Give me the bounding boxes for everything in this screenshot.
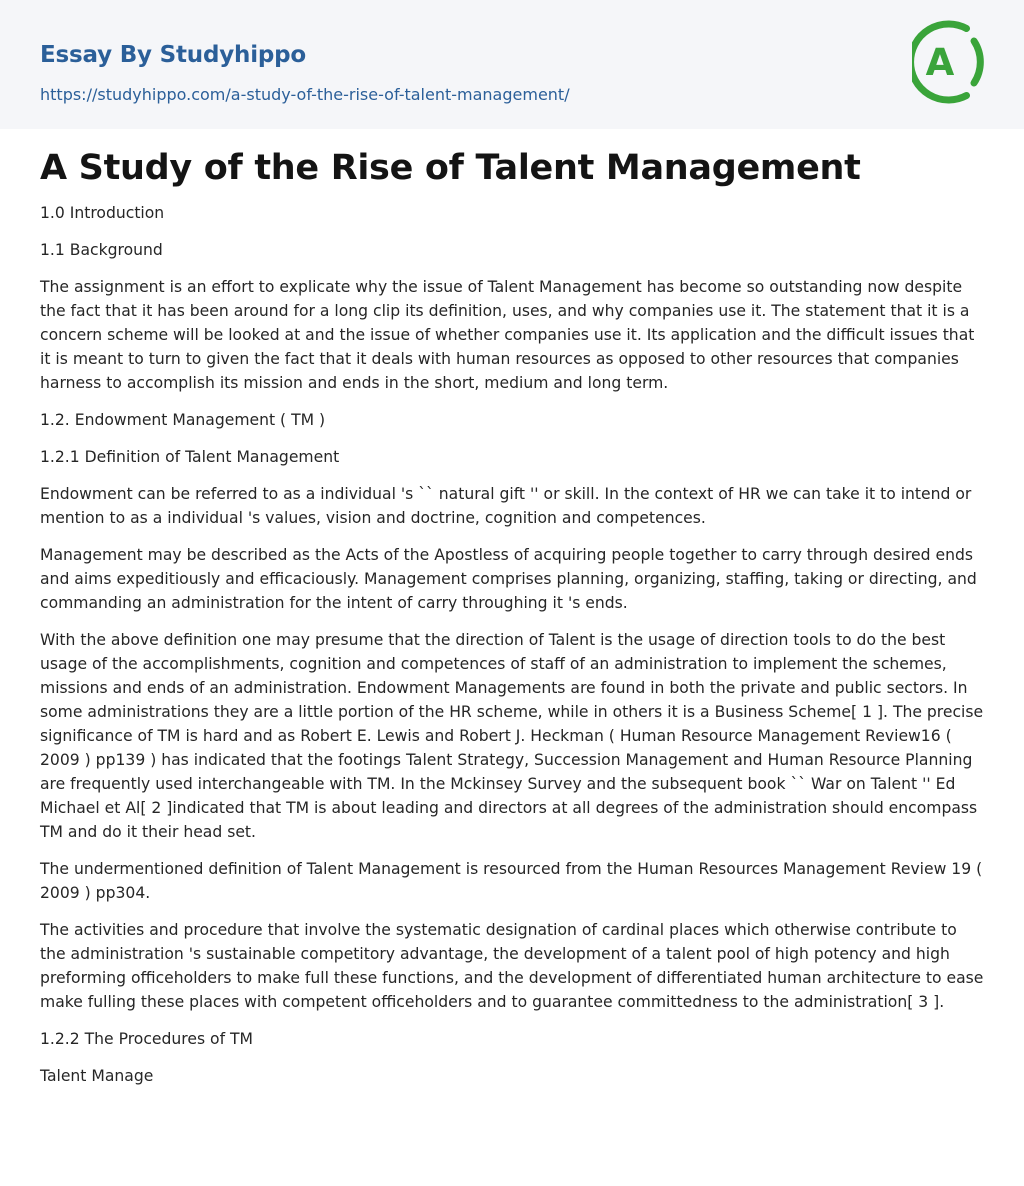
- site-header: [0, 0, 1024, 129]
- source-url-link[interactable]: https://studyhippo.com/a-study-of-the-rise-of-talent-management/: [40, 85, 570, 104]
- section-heading: 1.1 Background: [40, 241, 163, 259]
- section-heading: 1.0 Introduction: [40, 204, 165, 222]
- body-paragraph: Management may be described as the Acts of the Apostless of acquiring people together to carry through desired ends and aims expeditiously and efficaciously. Management comprises planning, organizing, staffing, taking or directing, and commanding an administration for the intent of carry throughing it 's ends.: [40, 546, 977, 612]
- logo-letter: A: [925, 41, 955, 84]
- body-paragraph: The undermentioned definition of Talent Management is resourced from the Human Resources Management Review 19 ( 2009 ) pp304.: [40, 860, 983, 902]
- article: [40, 145, 984, 1101]
- section-heading: 1.2.1 Definition of Talent Management: [40, 448, 340, 466]
- site-brand[interactable]: Essay By Studyhippo: [40, 42, 307, 68]
- body-paragraph: The assignment is an effort to explicate why the issue of Talent Management has become so outstanding now despite the fact that it has been around for a long clip its definition, uses, and why companies use it. The statement that it is a concern scheme will be looked at and the issue of whether companies use it. Its application and the difficult issues that it is meant to turn to given the fact that it deals with human resources as opposed to other resources that companies harness to accomplish its mission and ends in the short, medium and long term.: [40, 278, 975, 392]
- body-paragraph: The activities and procedure that involve the systematic designation of cardinal places which otherwise contribute to the administration 's sustainable competitory advantage, the development of a talent pool of high potency and high preforming officeholders to make full these functions, and the development of differentiated human architecture to ease make fulling these places with competent officeholders and to guarantee committedness to the administration[ 3 ].: [40, 921, 984, 1011]
- article-title: A Study of the Rise of Talent Management: [40, 148, 861, 188]
- body-paragraph: With the above definition one may presume that the direction of Talent is the usage of direction tools to do the best usage of the accomplishments, cognition and competences of staff of an administration to implement the schemes, missions and ends of an administration. Endowment Managements are found in both the private and public sectors. In some administrations they are a little portion of the HR scheme, while in others it is a Business Scheme[ 1 ]. The precise significance of TM is hard and as Robert E. Lewis and Robert J. Heckman ( Human Resource Management Review16 ( 2009 ) pp139 ) has indicated that the footings Talent Strategy, Succession Management and Human Resource Planning are frequently used interchangeable with TM. In the Mckinsey Survey and the subsequent book `` War on Talent '' Ed Michael et Al[ 2 ]indicated that TM is about leading and directors at all degrees of the administration should encompass TM and do it their head set.: [40, 631, 984, 841]
- body-paragraph: Endowment can be referred to as a individual 's `` natural gift '' or skill. In the context of HR we can take it to intend or mention to as a individual 's values, vision and doctrine, cognition and competences.: [40, 485, 972, 527]
- section-heading: 1.2. Endowment Management ( TM ): [40, 411, 326, 429]
- body-paragraph: Talent Manage: [40, 1067, 154, 1085]
- studyhippo-logo-icon[interactable]: [912, 19, 986, 105]
- section-heading: 1.2.2 The Procedures of TM: [40, 1030, 253, 1048]
